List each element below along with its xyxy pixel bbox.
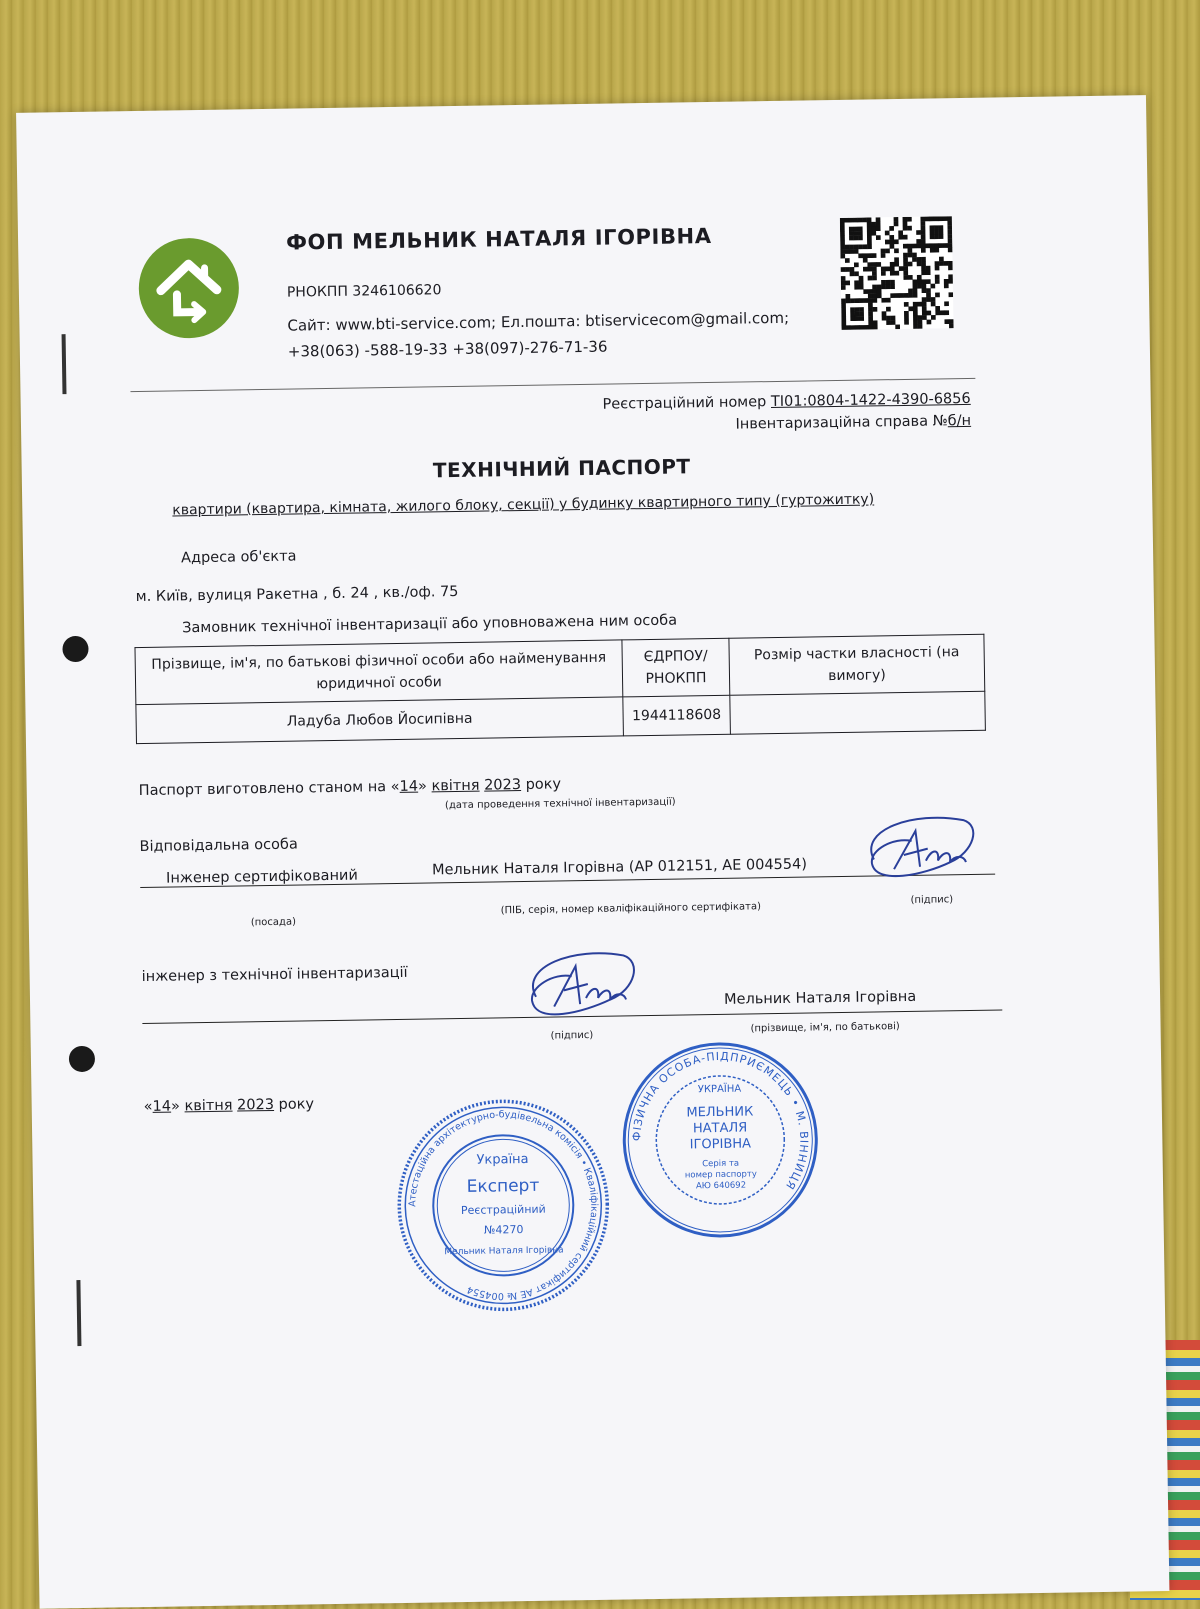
stamp-passport-number: АЮ 640692 bbox=[695, 1180, 747, 1192]
registration-block bbox=[602, 388, 971, 438]
responsible-position: Інженер сертифікований bbox=[165, 867, 358, 887]
passport-state-date: Паспорт виготовлено станом на «14» квітня 2023 року bbox=[138, 776, 562, 800]
contacts-web-email: Сайт: www.bti-service.com; Ел.пошта: btiservicecom@gmail.com; bbox=[287, 308, 790, 335]
stamp-holder-name: Мельник Наталя Ігорівна bbox=[444, 1245, 564, 1258]
entrepreneur-stamp bbox=[619, 1038, 822, 1241]
stamp-country: УКРАЇНА bbox=[697, 1083, 742, 1096]
binder-mark bbox=[62, 334, 67, 394]
stamp-patronymic: ІГОРІВНА bbox=[689, 1136, 752, 1153]
organization-name: ФОП МЕЛЬНИК НАТАЛЯ ІГОРІВНА bbox=[285, 223, 712, 255]
contacts-phones: +38(063) -588-19-33 +38(097)-276-71-36 bbox=[287, 337, 608, 361]
punch-hole bbox=[69, 1046, 95, 1072]
house-arrow-icon bbox=[138, 237, 240, 339]
owners-table bbox=[134, 634, 985, 744]
caption-position: (посада) bbox=[250, 916, 297, 929]
stamp-title: Експерт bbox=[466, 1175, 540, 1197]
caption-full-name: (прізвище, ім'я, по батькові) bbox=[750, 1021, 900, 1035]
document-subtitle: квартири (квартира, кімната, жилого блоку, секції) у будинку квартирного типу (гуртожитку) bbox=[172, 491, 875, 519]
inventory-date-caption: (дата проведення технічної інвентаризації) bbox=[444, 796, 676, 812]
header-tax-id: ЄДРПОУ/ РНОКПП bbox=[622, 638, 730, 697]
inventory-case-number: б/н bbox=[947, 412, 972, 430]
document-page bbox=[16, 95, 1169, 1609]
header-share: Розмір частки власності (на вимогу) bbox=[729, 634, 985, 695]
stamp-ring-text: ФІЗИЧНА ОСОБА-ПІДПРИЄМЕЦЬ • М. ВІННИЦЯ bbox=[630, 1049, 811, 1193]
stamp-ring-text: Атестаційна архітектурно-будівельна комісія • Кваліфікаційний сертифікат АЕ № 004554 bbox=[407, 1109, 600, 1302]
stamp-country: Україна bbox=[476, 1151, 529, 1168]
handwritten-signature bbox=[513, 941, 644, 1035]
stamp-first-name: НАТАЛЯ bbox=[692, 1120, 748, 1137]
stamp-series-label: Серія та bbox=[702, 1158, 740, 1170]
caption-signature: (підпис) bbox=[910, 894, 954, 906]
inventory-engineer-name: Мельник Наталя Ігорівна bbox=[723, 988, 917, 1008]
organization-id: РНОКПП 3246106620 bbox=[286, 282, 442, 301]
document-title: ТЕХНІЧНИЙ ПАСПОРТ bbox=[432, 454, 691, 483]
responsible-name: Мельник Наталя Ігорівна (АР 012151, АЕ 004554) bbox=[431, 856, 808, 879]
expert-stamp bbox=[392, 1094, 615, 1317]
registration-number: ТІ01:0804-1422-4390-6856 bbox=[770, 390, 971, 411]
inventory-engineer-label: інженер з технічної інвентаризації bbox=[141, 964, 408, 986]
punch-hole bbox=[62, 636, 88, 662]
caption-name-certificate: (ПІБ, серія, номер кваліфікаційного сертифіката) bbox=[500, 901, 762, 917]
stamp-surname: МЕЛЬНИК bbox=[686, 1104, 754, 1121]
stamp-number: №4270 bbox=[483, 1223, 524, 1237]
stamp-registered: Реєстраційний bbox=[460, 1202, 546, 1218]
customer-label: Замовник технічної інвентаризації або уповноважена ним особа bbox=[182, 612, 678, 637]
owner-share bbox=[730, 691, 986, 734]
owner-name: Ладуба Любов Йосипівна bbox=[136, 697, 624, 744]
binder-mark bbox=[76, 1280, 81, 1346]
handwritten-signature bbox=[853, 808, 984, 896]
owner-tax-id: 1944118608 bbox=[623, 695, 731, 736]
stamp-passport-label: номер паспорту bbox=[684, 1169, 757, 1181]
qr-code-icon bbox=[840, 216, 954, 330]
address-value: м. Київ, вулиця Ракетна , б. 24 , кв./оф. 75 bbox=[135, 583, 459, 606]
inventory-case-line: Інвентаризаційна справа №б/н bbox=[735, 412, 972, 433]
organization-contacts bbox=[287, 305, 789, 365]
caption-signature: (підпис) bbox=[550, 1029, 594, 1042]
signing-date: «14» квітня 2023 року bbox=[143, 1096, 315, 1115]
address-label: Адреса об'єкта bbox=[180, 548, 297, 567]
company-logo bbox=[138, 237, 240, 339]
header-name: Прізвище, ім'я, по батькові фізичної особи або найменування юридичної особи bbox=[135, 640, 623, 705]
registration-number-line: Реєстраційний номер ТІ01:0804-1422-4390-6856 bbox=[602, 390, 971, 413]
responsible-label: Відповідальна особа bbox=[139, 836, 298, 856]
